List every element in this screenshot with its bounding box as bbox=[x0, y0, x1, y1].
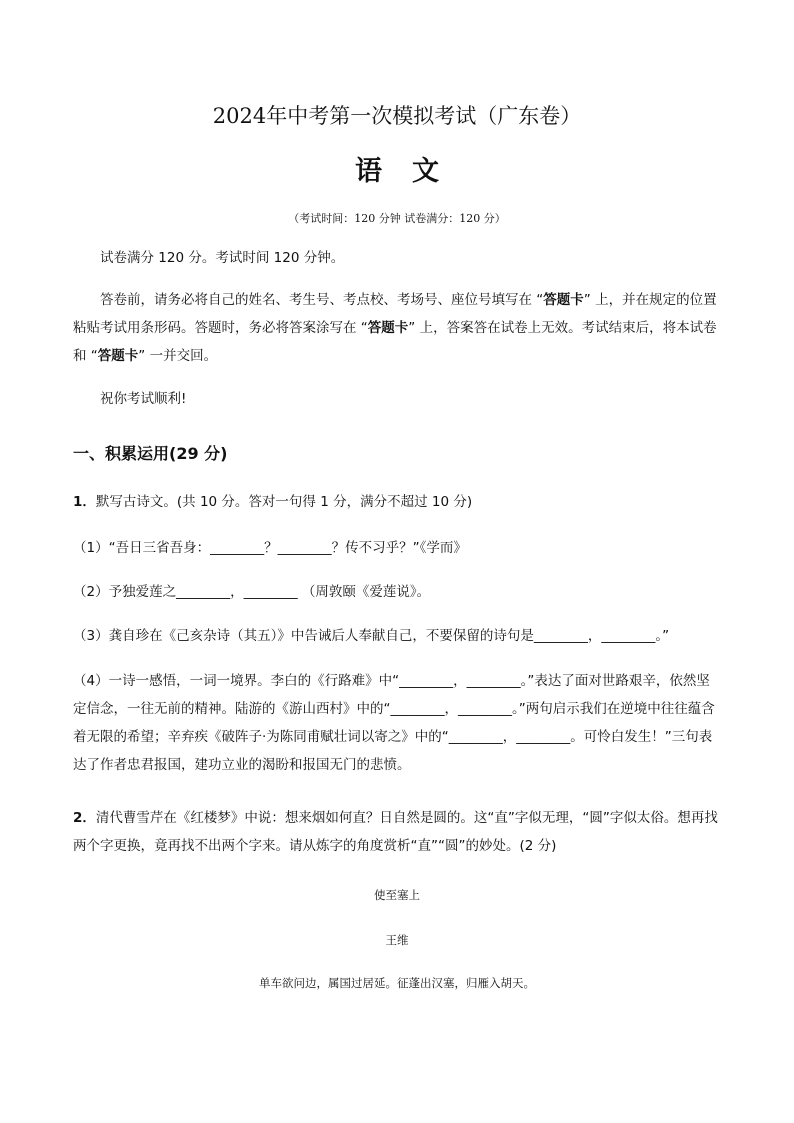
instruction-text: ” 一并交回。 bbox=[138, 348, 218, 364]
question-1-sub-3: （3）龚自珍在《己亥杂诗（其五）》中告诫后人奉献自己，不要保留的诗句是________，________。” bbox=[73, 628, 670, 644]
answer-card-term: 答题卡 bbox=[543, 292, 584, 308]
instruction-text: ” 上，并在规定的位置粘贴考试用条形码。答题时，务必将答案涂写在 “ bbox=[73, 292, 717, 336]
instruction-score-time: 试卷满分 120 分。考试时间 120 分钟。 bbox=[100, 250, 345, 266]
question-1-sub-1: （1）“吾日三省吾身：________？________？传不习乎？”《学而》 bbox=[73, 540, 467, 556]
answer-card-term: 答题卡 bbox=[367, 320, 409, 336]
good-luck-text: 祝你考试顺利! bbox=[100, 391, 187, 407]
subject-title: 语文 bbox=[355, 156, 469, 187]
exam-meta: （考试时间：120 分钟 试卷满分：120 分） bbox=[288, 212, 506, 225]
instruction-text: 答卷前，请务必将自己的姓名、考生号、考点校、考场号、座位号填写在 “ bbox=[100, 292, 544, 308]
question-2-stem bbox=[73, 804, 723, 860]
question-number: 1． bbox=[73, 494, 96, 510]
section-heading: 一、积累运用(29 分) bbox=[73, 444, 228, 463]
poem-line: 单车欲问边，属国过居延。征蓬出汉塞，归雁入胡天。 bbox=[259, 976, 535, 990]
exam-title: 2024年中考第一次模拟考试（广东卷） bbox=[212, 104, 582, 128]
poem-title: 使至塞上 bbox=[374, 888, 420, 902]
question-1-sub-2: （2）予独爱莲之________，________ （周敦颐《爱莲说》。 bbox=[73, 584, 431, 600]
question-1-sub-4: （4）一诗一感悟，一词一境界。李白的《行路难》中“________，________。”表达了面对世路艰辛，依然坚定信念，一往无前的精神。陆游的《游山西村》中的“________，________。”两句启示我们在逆境中往往蕴含着无限的希望；辛弃疾《破阵子·为陈同甫赋壮词以寄之》中的“________，________。可怜白发生！”三句表达了作者忠君报国，建功立业的渴盼和报国无门的悲愤。 bbox=[73, 673, 715, 773]
question-1-stem bbox=[73, 488, 723, 516]
instruction-text: ” 上，答案答在试卷上无效。考试结束后，将本试卷和 “ bbox=[73, 320, 717, 364]
instruction-answer-sheet bbox=[73, 286, 723, 370]
question-text: 默写古诗文。(共 10 分。答对一句得 1 分，满分不超过 10 分) bbox=[95, 494, 473, 510]
question-number: 2． bbox=[73, 810, 96, 826]
answer-card-term: 答题卡 bbox=[97, 348, 139, 364]
question-text: 清代曹雪芹在《红楼梦》中说：想来烟如何直？日自然是圆的。这“直”字似无理，“圆”字似太俗。想再找两个字更换，竟再找不出两个字来。请从炼字的角度赏析“直”“圆”的妙处。(2 分) bbox=[73, 810, 718, 854]
poem-author: 王维 bbox=[385, 933, 409, 947]
